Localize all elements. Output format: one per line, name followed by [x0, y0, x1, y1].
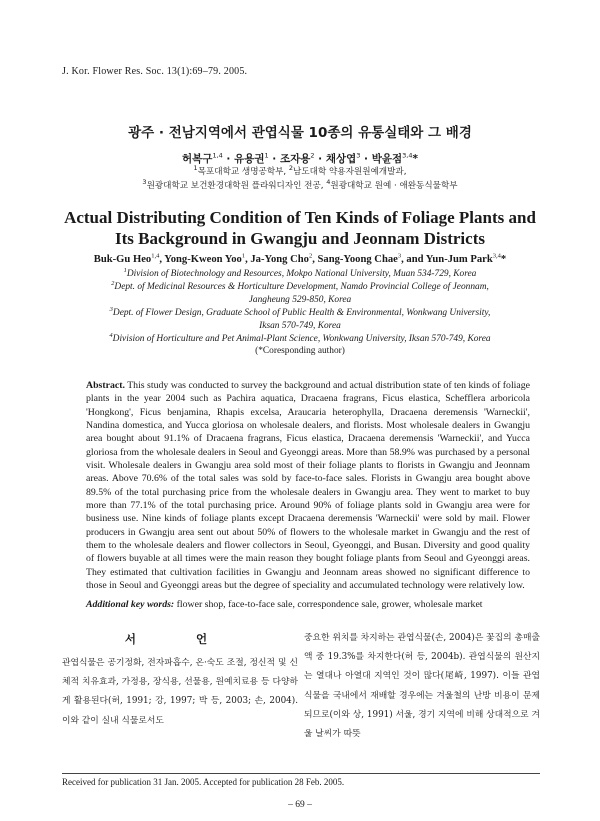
english-affiliation-2: $^2$Dept. of Medicinal Resources & Horticulture Development, Namdo Provincial College of Jeonnam,: [111, 279, 489, 292]
corresponding-author-note: (*Coresponding author): [255, 346, 345, 356]
received-note: Received for publication 31 Jan. 2005. Accepted for publication 28 Feb. 2005.: [62, 777, 345, 787]
english-title-line-2: Its Background in Gwangju and Jeonnam Districts: [115, 229, 485, 248]
keywords-label: Additional key words:: [86, 599, 175, 610]
journal-citation: J. Kor. Flower Res. Soc. 13(1):69–79. 2005.: [62, 66, 248, 77]
english-affiliation-3-cont: Iksan 570-749, Korea: [259, 321, 341, 331]
abstract-text: This study was conducted to survey the background and actual distribution state of ten kinds of foliage plants in the year 2004 such as Pachira aquatica, Dracaena fragrans, Ficus elastica, Schefflera arboricola 'Hongkong', Ficus benjamina, Rhapis excelsa, Araucaria heterophylla, Dracaena deremensis 'Warneckii', Nandina domestica, and Yucca gloriosa on wholesale dealers, and florists. Most wholesale dealers in Gwangju area bought about 91.1% of Dracaena fragrans, Ficus elastica, Dracaena deremensis 'Warneckii', and Yucca gloriosa from the wholesale dealers in Seoul and Gyeonggi areas. More than 58.9% was purchased by a personal visit. Wholesale dealers in Gwangju area sold most of their foliage plants to florists in Gwangju and Jeonnam areas. Above 70.6% of the total sales was sold by face-to-face sales. Florists in Gwangju area bought above 89.5% of the total purchasing price from the wholesale dealers in Gwangju area. They went to market to buy more than 77.1% of the total purchasing price. Around 90% of foliage plants sold in Gwangju area were for business use. Nine kinds of foliage plants except Dracaena deremensis 'Warneckii' were sold by mail. Flower producers in Gwangju area sent out about 50% of flowers to the wholesale market in Gwangju and the rest of them to the wholesale dealers and flower collectors in Seoul, Gyeonggi, and Busan. Diversity and good quality of flowers buyable at all times were the main reason they bought foliage plants from Seoul and Gyeonggi areas. They estimated that cultivation facilities in Gwangju and Jeonnam areas showed no significant difference to those in Seoul and Gyeonggi areas but the degree of speciality and accumulated technology were relatively low.: [86, 380, 530, 592]
korean-affiliation-2: $^3$원광대학교 보건환경대학원 플라워디자인 전공, $^4$원광대학교 원예 · 애완동식물학부: [142, 178, 458, 191]
english-affiliation-2-cont: Jangheung 529-850, Korea: [248, 295, 352, 305]
page-number: – 69 –: [288, 800, 312, 810]
korean-authors: 허복구$^{1,4}$ · 유용권$^1$ · 조자용$^2$ · 채상엽$^3$ · 박윤점$^{3,4}$*: [182, 151, 418, 165]
english-affiliation-1: $^1$Division of Biotechnology and Resources, Mokpo National University, Muan 534-729, Korea: [123, 266, 477, 279]
abstract-label: Abstract.: [86, 380, 125, 391]
footnote-divider: [62, 773, 540, 774]
body-column-right: 중요한 위치를 차지하는 관엽식물(손, 2004)은 꽃집의 총매출액 중 19.3%를 차지한다(허 등, 2004b). 관엽식물의 원산지는 열대나 아열대 지역인 것이 많다(尾崎, 1997). 이들 관엽식물을 국내에서 재배할 경우에는 겨울철의 난방 비용이 문제되므로(이와 상, 1991) 서울, 경기 지역에 비해 상대적으로 겨울 날씨가 따뜻: [304, 633, 540, 740]
korean-title: 광주 · 전남지역에서 관엽식물 10종의 유통실태와 그 배경: [128, 125, 472, 141]
body-column-left: 관엽식물은 공기정화, 전자파흡수, 온·숙도 조절, 정신적 및 신체적 치유효과, 가정용, 장식용, 선물용, 원예치료용 등 다양하게 활용된다(허, 1991; 강, 1997; 박 등, 2003; 손, 2004). 이와 같이 실내 식물로서도: [62, 658, 298, 726]
abstract: [86, 379, 530, 593]
english-affiliation-4: $^4$Division of Horticulture and Pet Animal-Plant Science, Wonkwang University, Iksan 570-749, Korea: [109, 331, 491, 344]
keywords: [86, 598, 530, 611]
english-title: [0, 207, 600, 249]
keywords-text: flower shop, face-to-face sale, correspondence sale, grower, wholesale market: [176, 599, 483, 610]
section-heading-introduction: 서 언: [124, 632, 236, 646]
korean-affiliation-1: $^1$목포대학교 생명공학부, $^2$남도대학 약용자원원예개발과,: [193, 164, 407, 177]
english-affiliation-3: $^3$Dept. of Flower Design, Graduate School of Public Health & Environmental, Wonkwang University,: [109, 305, 491, 318]
english-authors: Buk-Gu Heo$^{1,4}$, Yong-Kweon Yoo$^1$, Ja-Yong Cho$^2$, Sang-Yoong Chae$^3$, and Yun-Jum Park$^{3,4}$*: [93, 252, 507, 265]
english-title-line-1: Actual Distributing Condition of Ten Kinds of Foliage Plants and: [64, 208, 536, 227]
